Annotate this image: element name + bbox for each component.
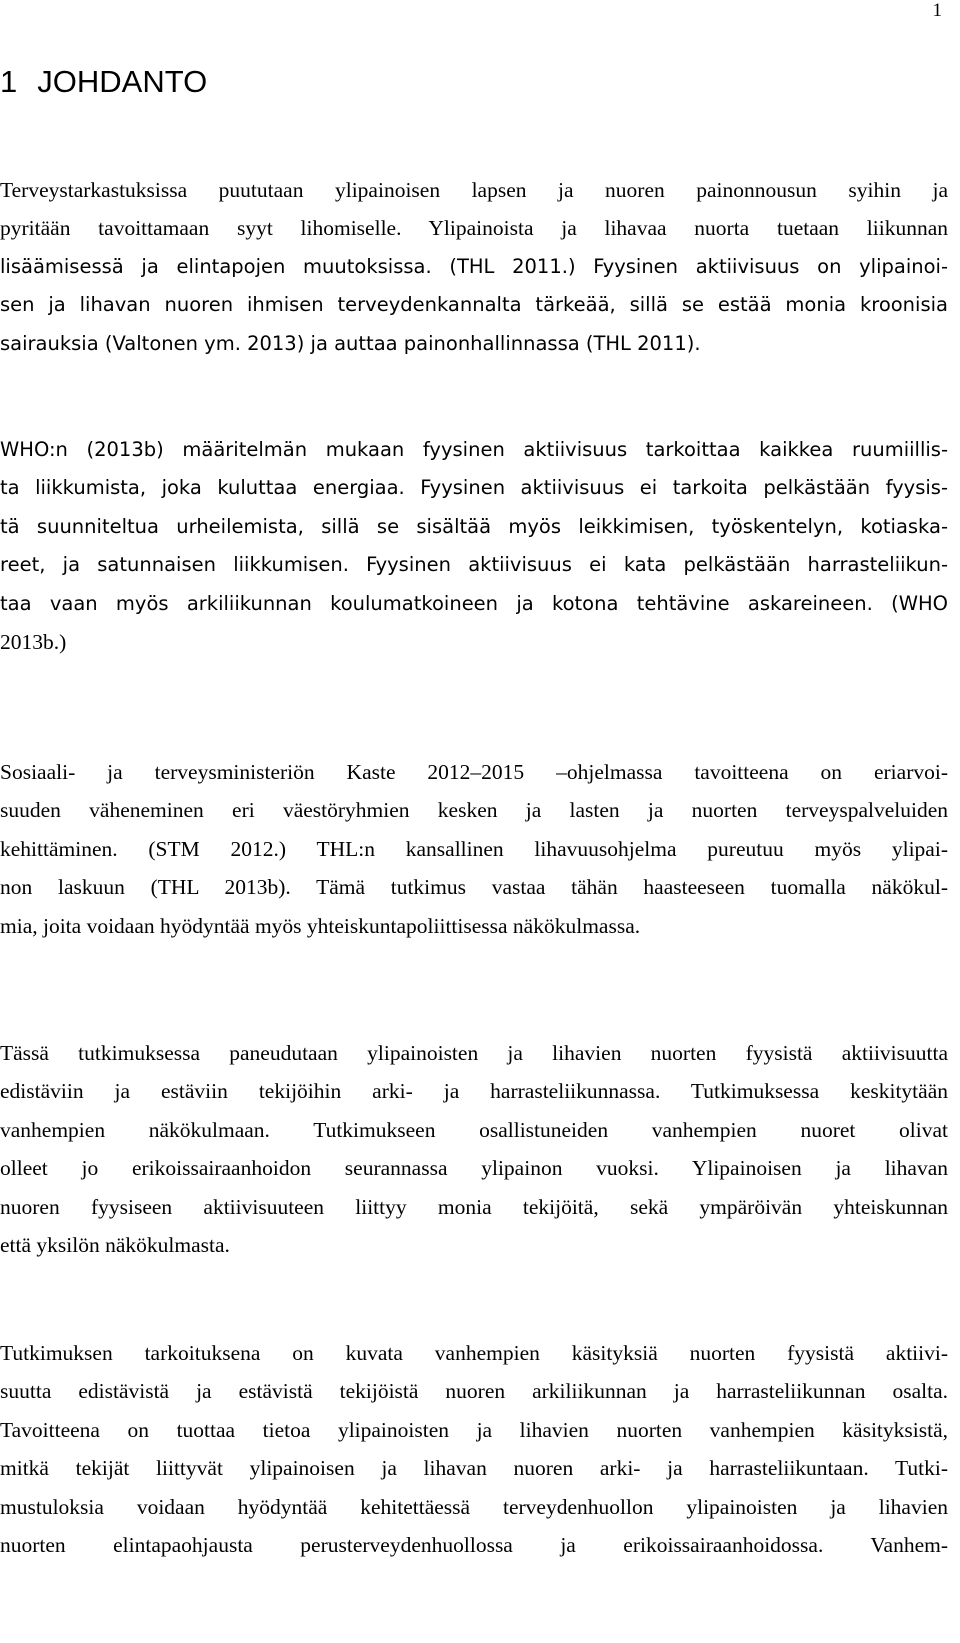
text-line: Terveystarkastuksissa puututaan ylipainoisen lapsen ja nuoren painonnousun syihin ja	[0, 178, 948, 202]
text-line: sairauksia (Valtonen ym. 2013) ja auttaa painonhallinnassa (THL 2011).	[0, 331, 701, 355]
text-line: WHO:n (2013b) määritelmän mukaan fyysinen aktiivisuus tarkoittaa kaikkea ruumiillis-	[0, 438, 948, 461]
text-line: nuorten elintapaohjausta perusterveydenhuollossa ja erikoissairaanhoidossa. Vanhem-	[0, 1533, 948, 1558]
paragraph-study-purpose	[0, 1334, 948, 1564]
paragraph-kaste-program	[0, 753, 948, 945]
text-line: tä suunniteltua urheilemista, sillä se sisältää myös leikkimisen, työskentelyn, kotiaska-	[0, 514, 948, 538]
text-line: mitkä tekijät liittyvät ylipainoisen ja lihavan nuoren arki- ja harrasteliikuntaan. Tutki-	[0, 1456, 948, 1481]
text-line: vanhempien näkökulmaan. Tutkimukseen osallistuneiden vanhempien nuoret olivat	[0, 1117, 948, 1142]
text-line: pyritään tavoittamaan syyt lihomiselle. Ylipainoista ja lihavaa nuorta tuetaan liikunnan	[0, 216, 948, 241]
text-line: sen ja lihavan nuoren ihmisen terveydenkannalta tärkeää, sillä se estää monia kroonisia	[0, 293, 948, 317]
text-line: Tutkimuksen tarkoituksena on kuvata vanhempien käsityksiä nuorten fyysistä aktiivi-	[0, 1341, 948, 1365]
paragraph-who-definition	[0, 431, 948, 661]
text-line: nuoren fyysiseen aktiivisuuteen liittyy monia tekijöitä, sekä ympäröivän yhteiskunnan	[0, 1194, 948, 1219]
text-line: suutta edistävistä ja estävistä tekijöistä nuoren arkiliikunnan ja harrasteliikunnan osalta.	[0, 1379, 948, 1404]
text-line: kehittäminen. (STM 2012.) THL:n kansallinen lihavuusohjelma pureutuu myös ylipai-	[0, 836, 948, 861]
text-line: non laskuun (THL 2013b). Tämä tutkimus vastaa tähän haasteeseen tuomalla näkökul-	[0, 875, 948, 900]
text-line: reet, ja satunnaisen liikkumisen. Fyysinen aktiivisuus ei kata pelkästään harrasteliikun-	[0, 553, 948, 577]
paragraph-intro	[0, 171, 948, 363]
text-line: Sosiaali- ja terveysministeriön Kaste 2012–2015 –ohjelmassa tavoitteena on eriarvoi-	[0, 760, 948, 784]
section-title: JOHDANTO	[37, 64, 208, 99]
text-line: lisäämisessä ja elintapojen muutoksissa. (THL 2011.) Fyysinen aktiivisuus on ylipainoi-	[0, 254, 948, 278]
text-line: että yksilön näkökulmasta.	[0, 1233, 230, 1258]
text-line: olleet jo erikoissairaanhoidon seurannassa ylipainon vuoksi. Ylipainoisen ja lihavan	[0, 1156, 948, 1181]
text-line: Tässä tutkimuksessa paneudutaan ylipainoisten ja lihavien nuorten fyysistä aktiivisuutta	[0, 1041, 948, 1065]
page-number: 1	[932, 0, 942, 21]
text-line: ta liikkumista, joka kuluttaa energiaa. Fyysinen aktiivisuus ei tarkoita pelkästään fyysis-	[0, 476, 948, 500]
text-line: mustuloksia voidaan hyödyntää kehitettäessä terveydenhuollon ylipainoisten ja lihavien	[0, 1494, 948, 1519]
text-line: edistäviin ja estäviin tekijöihin arki- ja harrasteliikunnassa. Tutkimuksessa keskitytään	[0, 1079, 948, 1104]
text-line: Tavoitteena on tuottaa tietoa ylipainoisten ja lihavien nuorten vanhempien käsityksistä,	[0, 1417, 948, 1442]
text-line: mia, joita voidaan hyödyntää myös yhteiskuntapoliittisessa näkökulmassa.	[0, 913, 641, 938]
paragraph-study-focus	[0, 1034, 948, 1264]
text-line: 2013b.)	[0, 630, 67, 655]
section-heading	[0, 64, 207, 100]
section-number: 1	[0, 64, 18, 99]
text-line: suuden väheneminen eri väestöryhmien kesken ja lasten ja nuorten terveyspalveluiden	[0, 798, 948, 823]
text-line: taa vaan myös arkiliikunnan koulumatkoineen ja kotona tehtävine askareineen. (WHO	[0, 591, 948, 615]
